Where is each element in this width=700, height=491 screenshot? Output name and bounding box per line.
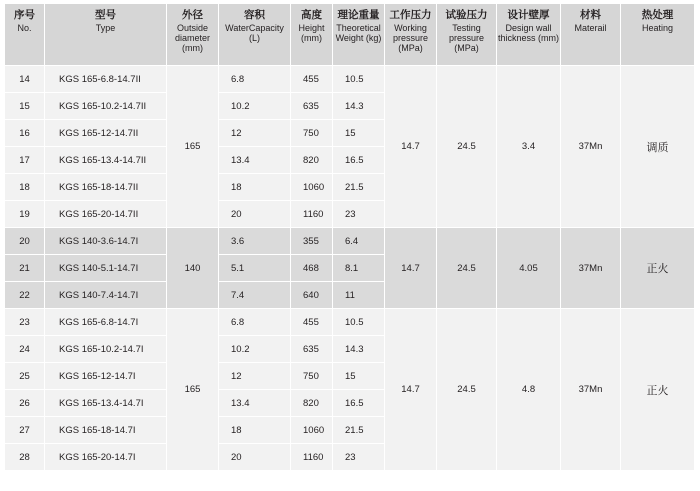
cell-height: 1060: [291, 417, 333, 444]
cell-working-pressure: 14.7: [385, 228, 437, 309]
cell-height: 820: [291, 147, 333, 174]
cell-capacity: 10.2: [219, 336, 291, 363]
cell-capacity: 18: [219, 417, 291, 444]
header-en: Testing pressure (MPa): [448, 23, 484, 53]
header-en: WaterCapacity (L): [225, 23, 284, 43]
table-row: [5, 66, 695, 93]
cell-height: 750: [291, 120, 333, 147]
cell-capacity: 3.6: [219, 228, 291, 255]
cell-weight: 6.4: [333, 228, 385, 255]
header-row: [5, 4, 695, 66]
header-height: [291, 4, 333, 66]
header-zh: 热处理: [641, 9, 674, 21]
cell-material: 37Mn: [561, 66, 621, 228]
header-outside-diameter: [167, 4, 219, 66]
header-zh: 理论重量: [337, 9, 380, 21]
header-en: Outside diameter (mm): [174, 23, 210, 53]
header-heating: [621, 4, 695, 66]
header-weight: [333, 4, 385, 66]
cell-height: 820: [291, 390, 333, 417]
cell-height: 468: [291, 255, 333, 282]
cell-height: 635: [291, 93, 333, 120]
cell-height: 355: [291, 228, 333, 255]
cell-working-pressure: 14.7: [385, 309, 437, 471]
cell-weight: 15: [333, 363, 385, 390]
cell-no: 27: [5, 417, 45, 444]
header-zh: 高度: [301, 9, 322, 21]
cell-type: KGS 140-7.4-14.7I: [45, 282, 167, 309]
cell-no: 20: [5, 228, 45, 255]
header-zh: 材料: [580, 9, 601, 21]
header-en: Materail: [574, 23, 607, 33]
cell-height: 1160: [291, 444, 333, 471]
cell-weight: 15: [333, 120, 385, 147]
cell-capacity: 12: [219, 363, 291, 390]
cell-type: KGS 165-10.2-14.7II: [45, 93, 167, 120]
cell-height: 750: [291, 363, 333, 390]
cell-type: KGS 140-5.1-14.7I: [45, 255, 167, 282]
cell-outside-diameter: 165: [167, 309, 219, 471]
cell-type: KGS 165-6.8-14.7II: [45, 66, 167, 93]
cell-type: KGS 165-6.8-14.7I: [45, 309, 167, 336]
cell-working-pressure: 14.7: [385, 66, 437, 228]
cell-no: 26: [5, 390, 45, 417]
cell-no: 18: [5, 174, 45, 201]
cell-capacity: 5.1: [219, 255, 291, 282]
header-water-capacity: [219, 4, 291, 66]
cell-no: 24: [5, 336, 45, 363]
cell-no: 19: [5, 201, 45, 228]
cell-type: KGS 165-18-14.7II: [45, 174, 167, 201]
cell-no: 21: [5, 255, 45, 282]
header-zh: 设计壁厚: [507, 9, 550, 21]
cell-heating: 调质: [621, 66, 695, 228]
cell-type: KGS 165-20-14.7II: [45, 201, 167, 228]
header-en: Heating: [641, 23, 674, 33]
header-working-pressure: [385, 4, 437, 66]
header-en: Theoretical Weight (kg): [335, 23, 382, 43]
cell-testing-pressure: 24.5: [437, 228, 497, 309]
cell-no: 16: [5, 120, 45, 147]
header-en: Design wall thickness (mm): [497, 23, 559, 43]
cell-height: 640: [291, 282, 333, 309]
header-testing-pressure: [437, 4, 497, 66]
cell-wall-thickness: 4.8: [497, 309, 561, 471]
cell-no: 22: [5, 282, 45, 309]
cell-no: 23: [5, 309, 45, 336]
cell-weight: 23: [333, 201, 385, 228]
header-zh: 序号: [14, 9, 35, 21]
cell-no: 15: [5, 93, 45, 120]
cell-height: 1060: [291, 174, 333, 201]
header-material: [561, 4, 621, 66]
cell-wall-thickness: 4.05: [497, 228, 561, 309]
cell-weight: 10.5: [333, 66, 385, 93]
cell-no: 14: [5, 66, 45, 93]
header-en: Working pressure (MPa): [392, 23, 428, 53]
cell-material: 37Mn: [561, 309, 621, 471]
cell-no: 28: [5, 444, 45, 471]
cell-weight: 16.5: [333, 390, 385, 417]
cell-capacity: 13.4: [219, 390, 291, 417]
cell-type: KGS 165-20-14.7I: [45, 444, 167, 471]
header-type: [45, 4, 167, 66]
cell-type: KGS 165-12-14.7II: [45, 120, 167, 147]
cell-testing-pressure: 24.5: [437, 66, 497, 228]
cell-type: KGS 165-12-14.7I: [45, 363, 167, 390]
cell-no: 17: [5, 147, 45, 174]
table-row: [5, 228, 695, 255]
cell-type: KGS 165-18-14.7I: [45, 417, 167, 444]
header-no: [5, 4, 45, 66]
cell-capacity: 6.8: [219, 309, 291, 336]
header-zh: 型号: [95, 9, 116, 21]
cell-height: 455: [291, 309, 333, 336]
table-row: [5, 309, 695, 336]
cell-type: KGS 165-10.2-14.7I: [45, 336, 167, 363]
cell-heating: 正火: [621, 309, 695, 471]
cell-weight: 21.5: [333, 417, 385, 444]
header-zh: 试验压力: [445, 9, 488, 21]
cell-wall-thickness: 3.4: [497, 66, 561, 228]
cell-height: 455: [291, 66, 333, 93]
spec-table-container: [5, 4, 695, 471]
cell-weight: 21.5: [333, 174, 385, 201]
cell-material: 37Mn: [561, 228, 621, 309]
header-en: Height (mm): [298, 23, 325, 43]
cell-capacity: 20: [219, 444, 291, 471]
cell-type: KGS 165-13.4-14.7II: [45, 147, 167, 174]
cell-capacity: 20: [219, 201, 291, 228]
cell-capacity: 7.4: [219, 282, 291, 309]
cell-weight: 23: [333, 444, 385, 471]
cell-testing-pressure: 24.5: [437, 309, 497, 471]
cell-weight: 8.1: [333, 255, 385, 282]
header-zh: 外径: [182, 9, 203, 21]
cell-capacity: 13.4: [219, 147, 291, 174]
header-zh: 工作压力: [389, 9, 432, 21]
cell-weight: 11: [333, 282, 385, 309]
cell-weight: 14.3: [333, 93, 385, 120]
cell-capacity: 18: [219, 174, 291, 201]
cell-weight: 10.5: [333, 309, 385, 336]
cylinder-spec-table: [5, 4, 695, 471]
header-en: No.: [17, 23, 32, 33]
cell-weight: 16.5: [333, 147, 385, 174]
cell-weight: 14.3: [333, 336, 385, 363]
cell-capacity: 12: [219, 120, 291, 147]
header-zh: 容积: [244, 9, 265, 21]
cell-capacity: 6.8: [219, 66, 291, 93]
cell-capacity: 10.2: [219, 93, 291, 120]
cell-height: 635: [291, 336, 333, 363]
cell-heating: 正火: [621, 228, 695, 309]
cell-type: KGS 140-3.6-14.7I: [45, 228, 167, 255]
header-wall-thickness: [497, 4, 561, 66]
header-en: Type: [95, 23, 116, 33]
cell-no: 25: [5, 363, 45, 390]
cell-type: KGS 165-13.4-14.7I: [45, 390, 167, 417]
cell-outside-diameter: 140: [167, 228, 219, 309]
cell-height: 1160: [291, 201, 333, 228]
cell-outside-diameter: 165: [167, 66, 219, 228]
